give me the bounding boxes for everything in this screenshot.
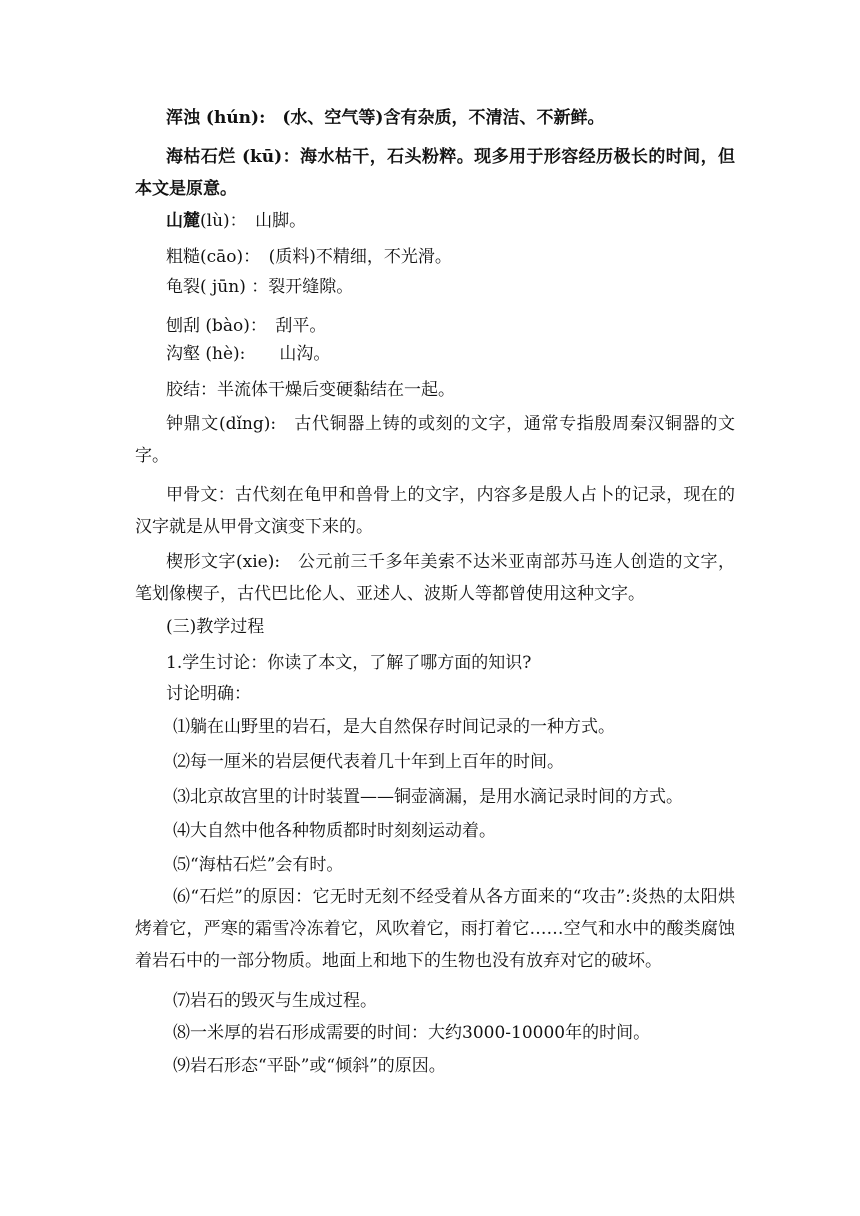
clarify-label: 讨论明确：	[166, 684, 251, 704]
list-item: ⑼岩石形态“平卧”或“倾斜”的原因。	[173, 1056, 446, 1076]
vocab-entry-jiaguwen: 甲骨文：古代刻在龟甲和兽骨上的文字，内容多是殷人占卜的记录，现在的汉字就是从甲骨文演变下来的。	[135, 485, 735, 537]
list-item: ⑻一米厚的岩石形成需要的时间：大约3000-10000年的时间。	[173, 1023, 651, 1043]
vocab-entry-hunzhuo: 浑浊 (hún): (水、空气等)含有杂质，不清洁、不新鲜。	[166, 108, 605, 128]
vocab-entry-xiexingwenzi: 楔形文字(xie): 公元前三千多年美索不达米亚南部苏马连人创造的文字，笔划像楔子，古代巴比伦人、亚述人、波斯人等都曾使用这种文字。	[135, 552, 735, 604]
vocab-definition-shanlu: (lù)： 山脚。	[200, 211, 307, 231]
vocab-entry-junlie: 龟裂( jūn) ：裂开缝隙。	[166, 277, 354, 297]
list-item: ⑸“海枯石烂”会有时。	[173, 855, 344, 875]
list-item: ⑴躺在山野里的岩石，是大自然保存时间记录的一种方式。	[173, 717, 615, 737]
list-item: ⑹“石烂”的原因：它无时无刻不经受着从各方面来的“攻击”:炎热的太阳烘烤着它，严寒的霜雪冷冻着它，风吹着它，雨打着它……空气和水中的酸类腐蚀着岩石中的一部分物质。地面上和地下的生物也没有放弃对它的破坏。	[135, 887, 735, 971]
section-heading: (三)教学过程	[166, 617, 265, 637]
list-item: ⑶北京故宫里的计时装置——铜壶滴漏，是用水滴记录时间的方式。	[173, 787, 683, 807]
vocab-entry-cucao: 粗糙(cāo)： (质料)不精细，不光滑。	[166, 247, 452, 267]
vocab-entry-zhongdingwen: 钟鼎文(dǐng): 古代铜器上铸的或刻的文字，通常专指殷周秦汉铜器的文字。	[135, 414, 735, 466]
list-item: ⑺岩石的毁灭与生成过程。	[173, 991, 377, 1011]
vocab-entry-shanlu	[135, 205, 735, 237]
vocab-term-shanlu: 山麓	[166, 211, 200, 231]
list-item: ⑷大自然中他各种物质都时时刻刻运动着。	[173, 821, 496, 841]
vocab-entry-gouhe: 沟壑 (hè): 山沟。	[166, 344, 331, 364]
vocab-entry-haikushilan: 海枯石烂 (kū)：海水枯干，石头粉粹。现多用于形容经历极长的时间，但本文是原意。	[135, 147, 735, 199]
vocab-entry-baogua: 刨刮 (bào)： 刮平。	[166, 316, 327, 336]
vocab-entry-jiaojie: 胶结：半流体干燥后变硬黏结在一起。	[166, 380, 455, 400]
discussion-question: 1.学生讨论：你读了本文，了解了哪方面的知识?	[166, 653, 532, 673]
list-item: ⑵每一厘米的岩层便代表着几十年到上百年的时间。	[173, 752, 564, 772]
